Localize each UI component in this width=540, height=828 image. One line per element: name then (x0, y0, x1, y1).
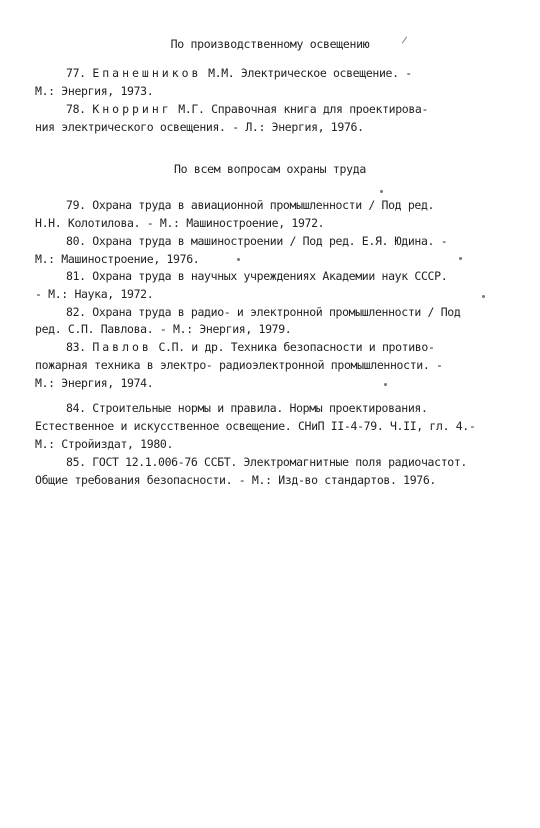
scan-speck (237, 258, 240, 261)
reference-77-line-1 (66, 64, 412, 82)
reference-78-line-1 (66, 100, 428, 118)
scan-speck (384, 383, 387, 386)
reference-79-line-1: 79. Охрана труда в авиационной промышленности / Под ред. (66, 198, 435, 212)
scan-speck (482, 295, 485, 298)
reference-number: 83. (66, 340, 86, 354)
reference-author: Павлов (92, 340, 152, 354)
reference-82-line-1: 82. Охрана труда в радио- и электронной промышленности / Под (66, 305, 461, 319)
reference-83-line-3: М.: Энергия, 1974. (35, 376, 154, 390)
reference-84-line-1: 84. Строительные нормы и правила. Нормы проектирования. (66, 401, 428, 415)
section-heading-labor-safety: По всем вопросам охраны труда (173, 162, 367, 176)
reference-number: 78. (66, 102, 86, 116)
reference-83-line-1 (66, 338, 435, 356)
reference-text: М.М. Электрическое освещение. - (208, 66, 412, 80)
reference-78-line-2: ния электрического освещения. - Л.: Энергия, 1976. (35, 120, 364, 134)
reference-77-line-2: М.: Энергия, 1973. (35, 84, 154, 98)
reference-79-line-2: Н.Н. Колотилова. - М.: Машиностроение, 1972. (35, 216, 325, 230)
scan-speck (459, 257, 462, 260)
section-heading-lighting: По производственному освещению (170, 37, 370, 51)
reference-84-line-2: Естественное и искусственное освещение. СНиП II-4-79. Ч.II, гл. 4.- (35, 419, 476, 433)
reference-81-line-2: - М.: Наука, 1972. (35, 287, 154, 301)
reference-text: С.П. и др. Техника безопасности и противо- (158, 340, 435, 354)
scan-speck (380, 190, 383, 193)
reference-80-line-1: 80. Охрана труда в машиностроении / Под ред. Е.Я. Юдина. - (66, 234, 448, 248)
reference-author: Епанешников (92, 66, 202, 80)
reference-81-line-1: 81. Охрана труда в научных учреждениях Академии наук СССР. (66, 269, 448, 283)
reference-83-line-2: пожарная техника в электро- радиоэлектронной промышленности. - (35, 358, 443, 372)
reference-84-line-3: М.: Стройиздат, 1980. (35, 437, 174, 451)
reference-author: Кнорринг (92, 102, 172, 116)
reference-number: 77. (66, 66, 86, 80)
reference-85-line-1: 85. ГОСТ 12.1.006-76 ССБТ. Электромагнитные поля радиочастот. (66, 455, 467, 469)
reference-text: М.Г. Справочная книга для проектирова- (178, 102, 429, 116)
reference-80-line-2: М.: Машиностроение, 1976. (35, 252, 200, 266)
reference-85-line-2: Общие требования безопасности. - М.: Изд-во стандартов. 1976. (35, 473, 436, 487)
reference-82-line-2: ред. С.П. Павлова. - М.: Энергия, 1979. (35, 322, 292, 336)
